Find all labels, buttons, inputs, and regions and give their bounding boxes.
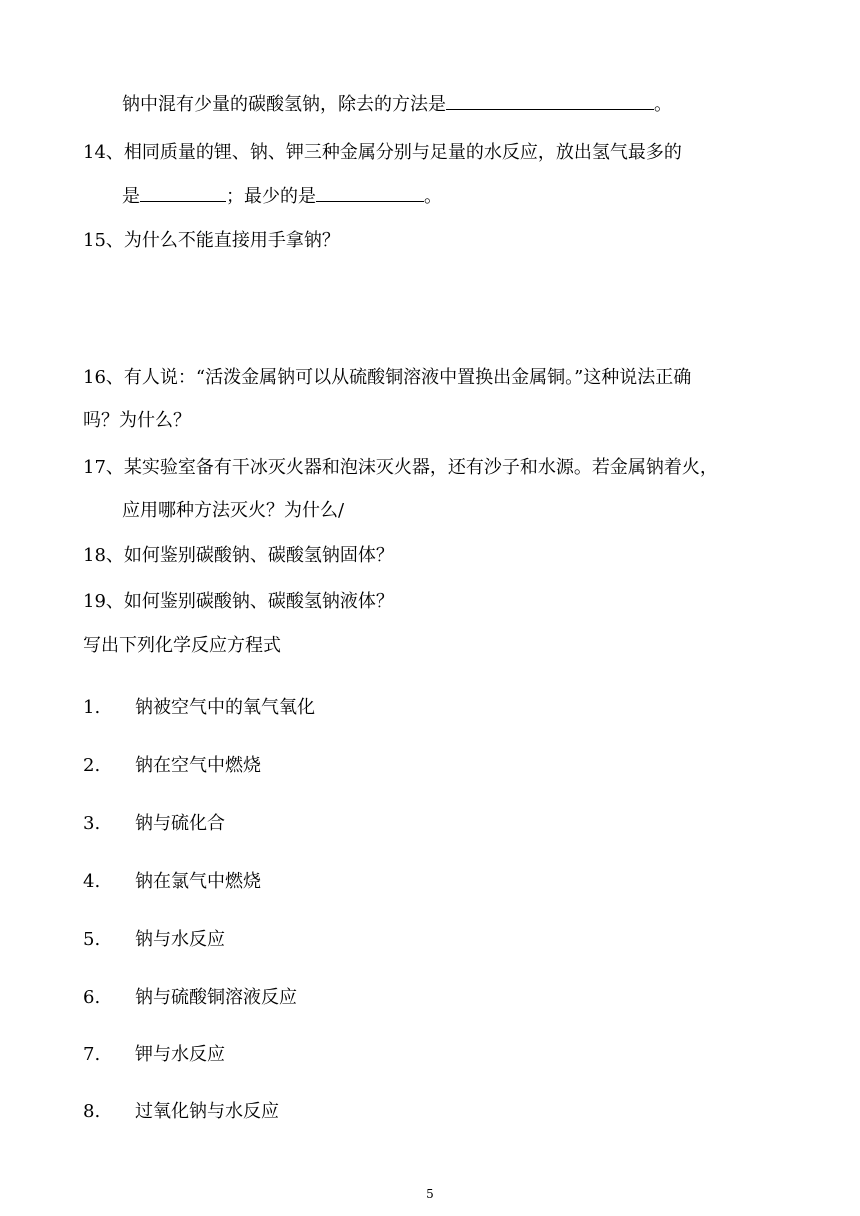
equation-number: 8.	[83, 1101, 101, 1122]
question-14-line1: 14、相同质量的锂、钠、钾三种金属分别与足量的水反应，放出氢气最多的	[83, 142, 682, 163]
question-17-line2: 应用哪种方法灭火？为什么/	[122, 500, 345, 521]
equation-text: 钠在空气中燃烧	[135, 755, 261, 776]
question-16-line2: 吗？为什么？	[83, 410, 191, 431]
equation-text: 钠在氯气中燃烧	[135, 871, 261, 892]
answer-blank-least[interactable]	[316, 183, 424, 202]
equation-text: 钾与水反应	[135, 1044, 225, 1065]
equation-number: 4.	[83, 871, 101, 892]
question-18: 18、如何鉴别碳酸钠、碳酸氢钠固体？	[83, 545, 394, 566]
question-16-line1: 16、有人说：“活泼金属钠可以从硫酸铜溶液中置换出金属铜。”这种说法正确	[83, 367, 692, 388]
equation-number: 2.	[83, 755, 101, 776]
question-13-end: 。	[654, 94, 672, 115]
equation-number: 1.	[83, 697, 101, 718]
equation-text: 过氧化钠与水反应	[135, 1101, 279, 1122]
answer-blank-most[interactable]	[140, 183, 226, 202]
question-19: 19、如何鉴别碳酸钠、碳酸氢钠液体？	[83, 591, 394, 612]
equation-text: 钠与硫化合	[135, 813, 225, 834]
section-heading: 写出下列化学反应方程式	[83, 635, 281, 656]
question-14-part-b: ；最少的是	[226, 186, 316, 207]
answer-blank[interactable]	[446, 91, 654, 110]
question-15: 15、为什么不能直接用手拿钠？	[83, 230, 340, 251]
question-14-line2	[122, 183, 442, 209]
equation-number: 7.	[83, 1044, 101, 1065]
question-13-line	[122, 91, 672, 117]
equation-text: 钠与水反应	[135, 929, 225, 950]
question-17-line1: 17、某实验室备有干冰灭火器和泡沫灭火器，还有沙子和水源。若金属钠着火，	[83, 457, 718, 478]
equation-number: 3.	[83, 813, 101, 834]
equation-number: 6.	[83, 987, 101, 1008]
equation-text: 钠被空气中的氧气氧化	[135, 697, 315, 718]
question-14-part-c: 。	[424, 186, 442, 207]
equation-text: 钠与硫酸铜溶液反应	[135, 987, 297, 1008]
question-14-part-a: 是	[122, 186, 140, 207]
equation-number: 5.	[83, 929, 101, 950]
question-13-text: 钠中混有少量的碳酸氢钠，除去的方法是	[122, 94, 446, 115]
page-number: 5	[426, 1187, 434, 1201]
